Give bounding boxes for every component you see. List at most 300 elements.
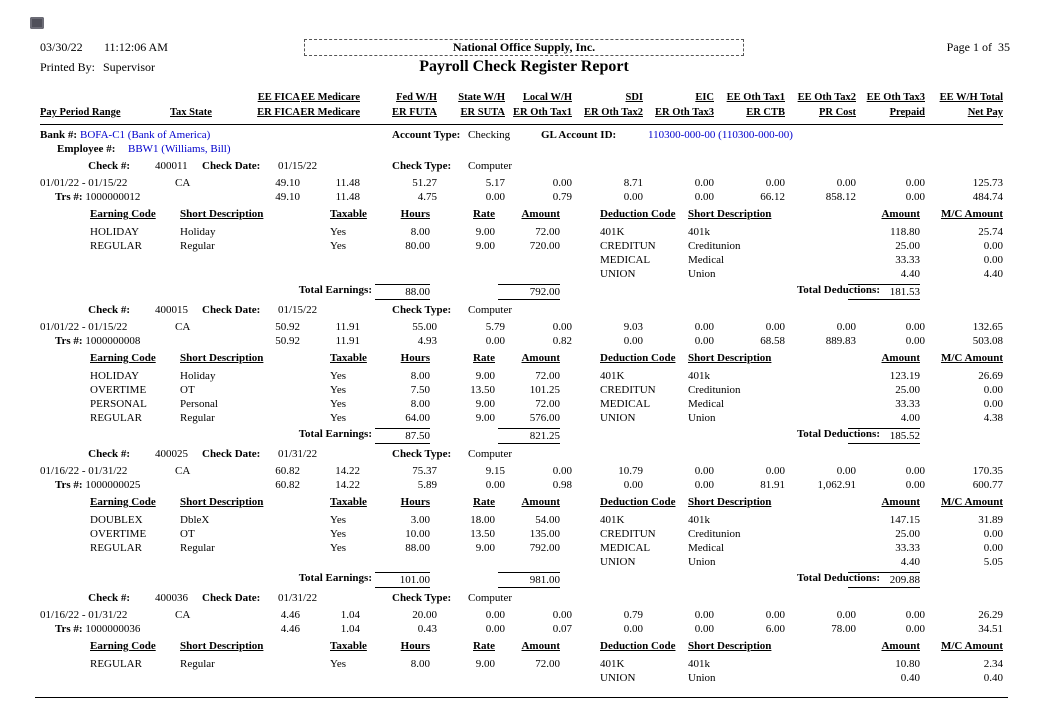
- tax-cell: 0.00: [485, 479, 505, 491]
- tax-cell: 75.37: [412, 465, 437, 477]
- deduction-description: 401k: [688, 370, 710, 382]
- earning-code: OVERTIME: [90, 528, 147, 540]
- tax-cell: 0.00: [905, 191, 925, 203]
- totals-row: [0, 572, 1048, 589]
- tax-cell: 0.00: [765, 609, 785, 621]
- mc-amount-header: M/C Amount: [940, 208, 1003, 220]
- check-header-row: [0, 448, 1048, 462]
- tax-cell: 0.00: [623, 191, 643, 203]
- deduction-code: 401K: [600, 514, 625, 526]
- tax-cell: 0.00: [905, 335, 925, 347]
- tax-cell: [170, 479, 232, 493]
- earning-code: PERSONAL: [90, 398, 147, 410]
- earning-code: REGULAR: [90, 658, 142, 670]
- tax-cell: 0.00: [836, 177, 856, 189]
- total-deductions-label: Total Deductions:: [796, 428, 880, 440]
- gl-account-label: GL Account ID:: [541, 129, 617, 141]
- col-header-spacer: [170, 92, 232, 107]
- employee-row: [0, 143, 1048, 157]
- tax-cell: 11.48: [335, 191, 360, 203]
- tax-cell: 0.00: [765, 177, 785, 189]
- gl-account-value-link[interactable]: 110300-000-00 (110300-000-00): [648, 129, 793, 141]
- tax-cell: 1,062.91: [817, 479, 856, 491]
- tax-cell: 9.15: [485, 465, 505, 477]
- check-date-label: Check Date:: [202, 304, 261, 316]
- deduction-mc-amount: 5.05: [983, 556, 1003, 568]
- trs-number: 1000000036: [82, 623, 141, 635]
- earning-deduction-row: [0, 542, 1048, 556]
- total-earnings-amount: 981.00: [498, 572, 560, 588]
- earning-code-header: Earning Code: [90, 496, 156, 508]
- col-header-ee-w-h-total: EE W/H Total: [939, 92, 1003, 103]
- deduction-mc-amount: 26.69: [978, 370, 1003, 382]
- total-deductions-label: Total Deductions:: [796, 284, 880, 296]
- check-number: 400015: [155, 304, 188, 316]
- deduction-amount: 25.00: [895, 528, 920, 540]
- deduction-mc-amount: 0.00: [983, 398, 1003, 410]
- tax-state: CA: [175, 321, 191, 333]
- pay-period-range: 01/01/22 - 01/15/22: [40, 321, 128, 333]
- earning-deduction-row: [0, 398, 1048, 412]
- col-header-fed-w-h: Fed W/H: [396, 92, 437, 103]
- earning-description: Regular: [180, 240, 215, 252]
- tax-cell: 0.00: [623, 479, 643, 491]
- tax-cell: 49.10: [275, 177, 300, 189]
- earning-description: Regular: [180, 542, 215, 554]
- check-number-label: Check #:: [88, 448, 130, 460]
- total-earnings-label: Total Earnings:: [298, 284, 372, 296]
- tax-cell: 0.00: [694, 335, 714, 347]
- col-header-er-fica: ER FICA: [257, 107, 300, 118]
- earning-code: REGULAR: [90, 412, 142, 424]
- bank-value-link[interactable]: BOFA-C1 (Bank of America): [80, 129, 211, 141]
- deduction-code: UNION: [600, 556, 636, 568]
- tax-state: CA: [175, 177, 191, 189]
- tax-cell: 484.74: [972, 191, 1003, 203]
- total-deductions-amount: 185.52: [848, 428, 920, 444]
- rate-header: Rate: [473, 496, 495, 508]
- earning-hours: 8.00: [410, 226, 430, 238]
- deduction-code-header: Deduction Code: [600, 496, 676, 508]
- col-header-ee-medicare: EE Medicare: [300, 92, 360, 103]
- tax-row-ee: [40, 177, 1003, 191]
- earning-rate: 9.00: [475, 370, 495, 382]
- earning-code: DOUBLEX: [90, 514, 143, 526]
- deduction-description: 401k: [688, 226, 710, 238]
- tax-cell: 51.27: [412, 177, 437, 189]
- deduction-amount: 4.40: [900, 556, 920, 568]
- deduction-amount: 33.33: [895, 542, 920, 554]
- amount-header: Amount: [521, 352, 560, 364]
- tax-cell: 0.43: [417, 623, 437, 635]
- check-date: 01/31/22: [278, 592, 318, 604]
- check-date-label: Check Date:: [202, 448, 261, 460]
- earning-hours: 64.00: [405, 412, 430, 424]
- header-divider: [40, 124, 1003, 125]
- tax-cell: 0.00: [905, 623, 925, 635]
- tax-cell: 68.58: [760, 335, 785, 347]
- trs-label: Trs #:: [55, 623, 83, 635]
- tax-cell: 50.92: [275, 321, 300, 333]
- account-type-label: Account Type:: [392, 129, 461, 141]
- earning-taxable: Yes: [330, 528, 347, 540]
- deduction-code-header: Deduction Code: [600, 352, 676, 364]
- printed-by-label: Printed By:: [40, 60, 96, 74]
- report-header: [0, 0, 1048, 92]
- tax-cell: 0.00: [485, 191, 505, 203]
- deduction-code-header: Deduction Code: [600, 640, 676, 652]
- tax-cell: 0.00: [694, 177, 714, 189]
- earning-amount: 720.00: [529, 240, 560, 252]
- tax-cell: 0.79: [552, 191, 572, 203]
- deduction-mc-amount: 25.74: [978, 226, 1003, 238]
- tax-cell: 60.82: [275, 465, 300, 477]
- earning-deduction-row: [0, 658, 1048, 672]
- earning-code-header: Earning Code: [90, 352, 156, 364]
- earning-deduction-row: [0, 226, 1048, 240]
- tax-cell: 0.00: [694, 465, 714, 477]
- page-number: Page 1 of 35: [946, 40, 1010, 54]
- earning-rate: 9.00: [475, 542, 495, 554]
- earning-description-header: Short Description: [180, 496, 264, 508]
- earning-taxable: Yes: [330, 658, 347, 670]
- pay-period-range: 01/16/22 - 01/31/22: [40, 465, 128, 477]
- tax-cell: 1.04: [340, 623, 360, 635]
- earning-amount: 54.00: [535, 514, 560, 526]
- col-header-sdi: SDI: [625, 92, 643, 103]
- tax-cell: 66.12: [760, 191, 785, 203]
- rate-header: Rate: [473, 640, 495, 652]
- total-earnings-hours: 87.50: [375, 428, 430, 444]
- tax-cell: 20.00: [412, 609, 437, 621]
- deduction-mc-amount: 0.00: [983, 384, 1003, 396]
- deduction-mc-amount: 0.40: [983, 672, 1003, 684]
- tax-cell: [40, 191, 170, 205]
- earning-taxable: Yes: [330, 412, 347, 424]
- earning-amount: 72.00: [535, 398, 560, 410]
- tax-cell: 11.48: [335, 177, 360, 189]
- col-header-ee-oth-tax3: EE Oth Tax3: [866, 92, 925, 103]
- check-number: 400025: [155, 448, 188, 460]
- total-earnings-hours: 88.00: [375, 284, 430, 300]
- earning-amount: 72.00: [535, 370, 560, 382]
- tax-cell: 889.83: [825, 335, 856, 347]
- trs-number: 1000000008: [82, 335, 141, 347]
- print-date: 03/30/22: [40, 40, 83, 54]
- col-header-net-pay: Net Pay: [967, 107, 1003, 118]
- tax-cell: 14.22: [335, 465, 360, 477]
- earning-rate: 9.00: [475, 398, 495, 410]
- tax-cell: 600.77: [972, 479, 1003, 491]
- deduction-amount: 0.40: [900, 672, 920, 684]
- deduction-mc-amount: 0.00: [983, 528, 1003, 540]
- earning-taxable: Yes: [330, 542, 347, 554]
- hours-header: Hours: [400, 352, 430, 364]
- totals-row: [0, 428, 1048, 445]
- tax-cell: 503.08: [972, 335, 1003, 347]
- earning-hours: 88.00: [405, 542, 430, 554]
- col-header-er-oth-tax2: ER Oth Tax2: [584, 107, 643, 118]
- col-header-er-ctb: ER CTB: [746, 107, 785, 118]
- check-date-label: Check Date:: [202, 160, 261, 172]
- account-type-value: Checking: [468, 129, 511, 141]
- earning-deduction-row: [0, 240, 1048, 254]
- pay-period-range: 01/16/22 - 01/31/22: [40, 609, 128, 621]
- deduction-code: UNION: [600, 672, 636, 684]
- column-header-row-2: [40, 107, 1003, 122]
- earning-description: OT: [180, 528, 195, 540]
- earning-deduction-row: [0, 254, 1048, 268]
- tax-cell: 0.00: [694, 191, 714, 203]
- check-type: Computer: [468, 592, 512, 604]
- col-header-er-medicare: ER Medicare: [300, 107, 360, 118]
- tax-row-er: [40, 191, 1003, 205]
- deduction-description: Union: [688, 412, 716, 424]
- tax-row-ee: [40, 321, 1003, 335]
- tax-cell: 1.04: [340, 609, 360, 621]
- tax-cell: 0.82: [552, 335, 572, 347]
- check-number: 400036: [155, 592, 188, 604]
- employee-value-link[interactable]: BBW1 (Williams, Bill): [128, 143, 231, 155]
- amount-header: Amount: [521, 208, 560, 220]
- printed-by-value: Supervisor: [103, 60, 155, 74]
- hours-header: Hours: [400, 640, 430, 652]
- deduction-amount: 33.33: [895, 398, 920, 410]
- rate-header: Rate: [473, 208, 495, 220]
- earning-description: Regular: [180, 658, 215, 670]
- tax-cell: [170, 623, 232, 637]
- tax-cell: 34.51: [978, 623, 1003, 635]
- deduction-code: 401K: [600, 658, 625, 670]
- deduction-code: UNION: [600, 268, 636, 280]
- check-number-label: Check #:: [88, 592, 130, 604]
- mc-amount-header: M/C Amount: [940, 496, 1003, 508]
- rate-header: Rate: [473, 352, 495, 364]
- deduction-description-header: Short Description: [688, 640, 772, 652]
- deduction-mc-amount: 0.00: [983, 240, 1003, 252]
- deduction-description: Creditunion: [688, 240, 741, 252]
- tax-cell: 5.89: [417, 479, 437, 491]
- earning-hours: 8.00: [410, 658, 430, 670]
- deduction-description: Medical: [688, 542, 725, 554]
- tax-cell: [40, 479, 170, 493]
- earning-deduction-row: [0, 412, 1048, 426]
- check-header-row: [0, 304, 1048, 318]
- tax-cell: 4.46: [280, 609, 300, 621]
- earning-amount: 135.00: [529, 528, 560, 540]
- earning-taxable: Yes: [330, 384, 347, 396]
- earning-taxable: Yes: [330, 226, 347, 238]
- tax-cell: 0.00: [552, 177, 572, 189]
- check-number: 400011: [155, 160, 188, 172]
- col-header-pr-cost: PR Cost: [818, 107, 856, 118]
- deduction-amount-header: Amount: [881, 208, 920, 220]
- tax-cell: 0.79: [623, 609, 643, 621]
- tax-cell: 0.00: [623, 623, 643, 635]
- check-type: Computer: [468, 160, 512, 172]
- earning-code-header: Earning Code: [90, 208, 156, 220]
- col-header-ee-fica: EE FICA: [257, 92, 300, 103]
- tax-row-ee: [40, 609, 1003, 623]
- total-earnings-hours: 101.00: [375, 572, 430, 588]
- tax-cell: 50.92: [275, 335, 300, 347]
- tax-cell: 0.00: [552, 465, 572, 477]
- earning-description-header: Short Description: [180, 208, 264, 220]
- deduction-description-header: Short Description: [688, 208, 772, 220]
- earning-deduction-row: [0, 672, 1048, 686]
- deduction-description: 401k: [688, 514, 710, 526]
- tax-cell: 0.00: [905, 479, 925, 491]
- tax-cell: 0.00: [694, 321, 714, 333]
- tax-cell: [170, 191, 232, 205]
- earning-hours: 7.50: [410, 384, 430, 396]
- deduction-code: MEDICAL: [600, 254, 651, 266]
- tax-cell: 0.00: [765, 321, 785, 333]
- total-earnings-amount: 792.00: [498, 284, 560, 300]
- tax-cell: 0.00: [905, 177, 925, 189]
- deduction-amount: 33.33: [895, 254, 920, 266]
- check-number-label: Check #:: [88, 304, 130, 316]
- earning-amount: 792.00: [529, 542, 560, 554]
- earning-hours: 8.00: [410, 370, 430, 382]
- earning-description: Regular: [180, 412, 215, 424]
- earning-description-header: Short Description: [180, 352, 264, 364]
- corner-icon: [30, 17, 44, 29]
- check-date: 01/15/22: [278, 160, 318, 172]
- deduction-code: MEDICAL: [600, 398, 651, 410]
- tax-cell: 81.91: [760, 479, 785, 491]
- tax-cell: 55.00: [412, 321, 437, 333]
- tax-cell: 4.46: [280, 623, 300, 635]
- tax-cell: [40, 623, 170, 637]
- report-title: Payroll Check Register Report: [419, 58, 629, 75]
- tax-cell: 11.91: [335, 335, 360, 347]
- deduction-description: Union: [688, 556, 716, 568]
- tax-row-er: [40, 479, 1003, 493]
- tax-cell: 0.00: [552, 609, 572, 621]
- total-deductions-label: Total Deductions:: [796, 572, 880, 584]
- tax-cell: [40, 335, 170, 349]
- earning-rate: 13.50: [470, 384, 495, 396]
- deduction-mc-amount: 0.00: [983, 254, 1003, 266]
- trs-label: Trs #:: [55, 479, 83, 491]
- tax-cell: 78.00: [831, 623, 856, 635]
- earning-rate: 9.00: [475, 226, 495, 238]
- tax-cell: 6.00: [765, 623, 785, 635]
- deduction-description: Medical: [688, 398, 725, 410]
- total-deductions-amount: 209.88: [848, 572, 920, 588]
- tax-cell: 0.00: [694, 609, 714, 621]
- tax-cell: 0.00: [765, 465, 785, 477]
- trs-label: Trs #:: [55, 191, 83, 203]
- taxable-header: Taxable: [330, 496, 367, 508]
- deduction-amount: 118.80: [890, 226, 920, 238]
- tax-cell: 11.91: [335, 321, 360, 333]
- deduction-description: Creditunion: [688, 384, 741, 396]
- col-header-er-oth-tax3: ER Oth Tax3: [655, 107, 714, 118]
- earnings-header-row: [0, 640, 1048, 654]
- earning-hours: 3.00: [410, 514, 430, 526]
- taxable-header: Taxable: [330, 352, 367, 364]
- deduction-amount: 123.19: [889, 370, 920, 382]
- tax-row-er: [40, 335, 1003, 349]
- earning-hours: 10.00: [405, 528, 430, 540]
- earning-deduction-row: [0, 528, 1048, 542]
- tax-cell: 0.00: [485, 335, 505, 347]
- tax-cell: 858.12: [825, 191, 856, 203]
- col-header-ee-oth-tax1: EE Oth Tax1: [726, 92, 785, 103]
- mc-amount-header: M/C Amount: [940, 640, 1003, 652]
- tax-state: CA: [175, 465, 191, 477]
- total-earnings-label: Total Earnings:: [298, 572, 372, 584]
- col-header-er-oth-tax1: ER Oth Tax1: [513, 107, 572, 118]
- earning-taxable: Yes: [330, 514, 347, 526]
- deduction-code: CREDITUN: [600, 384, 656, 396]
- deduction-amount: 4.40: [900, 268, 920, 280]
- check-header-row: [0, 160, 1048, 174]
- earning-amount: 101.25: [529, 384, 560, 396]
- check-date: 01/15/22: [278, 304, 318, 316]
- earnings-header-row: [0, 208, 1048, 222]
- earnings-header-row: [0, 496, 1048, 510]
- deduction-mc-amount: 0.00: [983, 542, 1003, 554]
- deduction-description: Creditunion: [688, 528, 741, 540]
- tax-cell: 5.17: [485, 177, 505, 189]
- check-sections: [0, 160, 1048, 686]
- check-type: Computer: [468, 448, 512, 460]
- tax-cell: 0.00: [905, 321, 925, 333]
- check-date-label: Check Date:: [202, 592, 261, 604]
- earning-code: OVERTIME: [90, 384, 147, 396]
- mc-amount-header: M/C Amount: [940, 352, 1003, 364]
- earning-deduction-row: [0, 370, 1048, 384]
- tax-cell: 49.10: [275, 191, 300, 203]
- deduction-mc-amount: 31.89: [978, 514, 1003, 526]
- check-type: Computer: [468, 304, 512, 316]
- col-header-prepaid: Prepaid: [889, 107, 925, 118]
- earning-deduction-row: [0, 514, 1048, 528]
- col-header-er-futa: ER FUTA: [391, 107, 437, 118]
- tax-cell: 10.79: [618, 465, 643, 477]
- col-header-spacer: [40, 92, 170, 107]
- deduction-code: CREDITUN: [600, 528, 656, 540]
- deduction-code: UNION: [600, 412, 636, 424]
- earning-description: Holiday: [180, 370, 216, 382]
- column-headers: [0, 92, 1048, 122]
- amount-header: Amount: [521, 496, 560, 508]
- deduction-mc-amount: 4.40: [983, 268, 1003, 280]
- earning-deduction-row: [0, 384, 1048, 398]
- tax-cell: 170.35: [972, 465, 1003, 477]
- tax-cell: 5.79: [485, 321, 505, 333]
- tax-state: CA: [175, 609, 191, 621]
- tax-cell: 132.65: [972, 321, 1003, 333]
- deduction-amount: 10.80: [895, 658, 920, 670]
- deduction-code-header: Deduction Code: [600, 208, 676, 220]
- total-earnings-label: Total Earnings:: [298, 428, 372, 440]
- tax-cell: 0.00: [836, 609, 856, 621]
- check-type-label: Check Type:: [392, 448, 452, 460]
- employee-label: Employee #:: [57, 143, 116, 155]
- deduction-code: MEDICAL: [600, 542, 651, 554]
- trs-number: 1000000025: [82, 479, 141, 491]
- check-type-label: Check Type:: [392, 160, 452, 172]
- tax-cell: 0.00: [694, 479, 714, 491]
- trs-number: 1000000012: [82, 191, 141, 203]
- deduction-amount: 25.00: [895, 384, 920, 396]
- tax-cell: 0.00: [485, 609, 505, 621]
- earning-rate: 9.00: [475, 658, 495, 670]
